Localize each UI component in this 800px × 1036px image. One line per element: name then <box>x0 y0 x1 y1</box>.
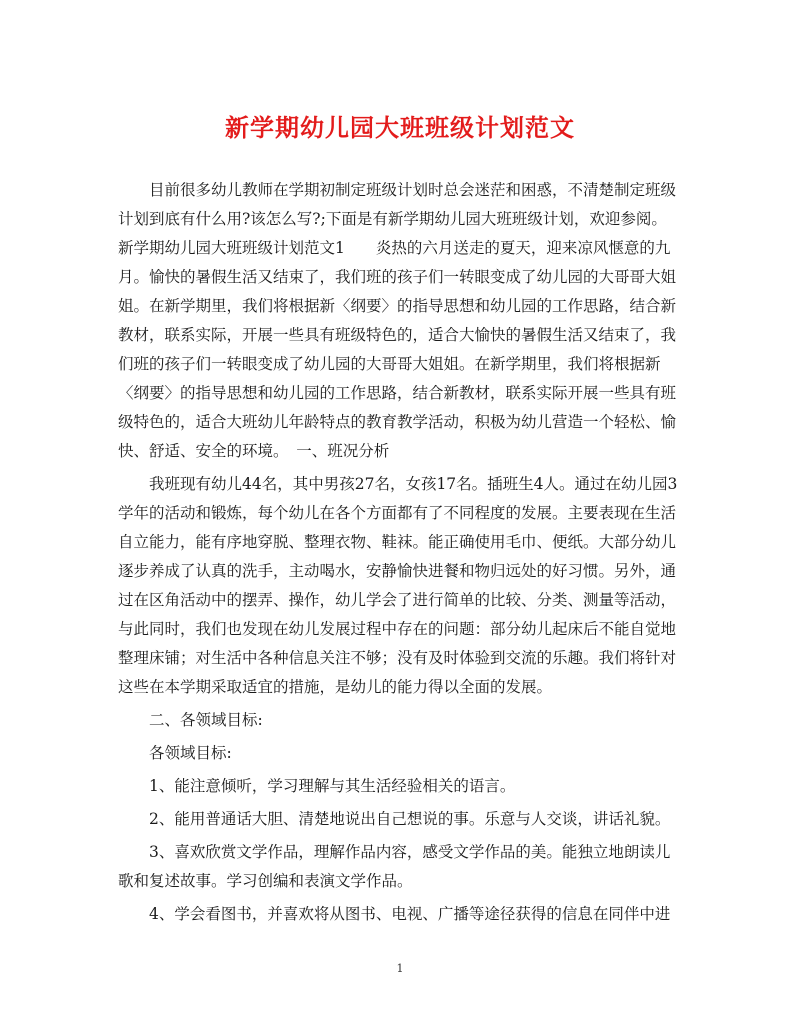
paragraph-section-one: 新学期幼儿园大班班级计划范文1 炎热的六月送走的夏天，迎来凉风惬意的九月。愉快的暑假生活又结束了，我们班的孩子们一转眼变成了幼儿园的大哥哥大姐姐。在新学期里，我们将根据新〈纲要〉的指导思想和幼儿园的工作思路，结合新教材，联系实际，开展一些具有班级特色的，适合大愉快的暑假生活又结束了，我们班的孩子们一转眼变成了幼儿园的大哥哥大姐姐。在新学期里，我们将根据新〈纲要〉的指导思想和幼儿园的工作思路，结合新教材，联系实际开展一些具有班级特色的，适合大班幼儿年龄特点的教育教学活动，积极为幼儿营造一个轻松、愉快、舒适、安全的环境。 一、班况分析 <box>118 239 677 460</box>
document-title: 新学期幼儿园大班班级计划范文 <box>225 113 575 142</box>
paragraph-class-analysis: 我班现有幼儿44名，其中男孩27名，女孩17名。插班生4人。通过在幼儿园3学年的活动和锻炼，每个幼儿在各个方面都有了不同程度的发展。主要表现在生活自立能力，能有序地穿脱、整理衣物、鞋袜。能正确使用毛巾、便纸。大部分幼儿逐步养成了认真的洗手，主动喝水，安静愉快进餐和物归远处的好习惯。另外，通过在区角活动中的摆弄、操作，幼儿学会了进行简单的比较、分类、测量等活动，与此同时，我们也发现在幼儿发展过程中存在的问题：部分幼儿起床后不能自觉地整理床铺；对生活中各种信息关注不够；没有及时体验到交流的乐趣。我们将针对这些在本学期采取适宜的措施，是幼儿的能力得以全面的发展。 <box>118 475 678 696</box>
goal-item-4: 4、学会看图书，并喜欢将从图书、电视、广播等途径获得的信息在同伴中进 <box>149 905 671 923</box>
paragraph-intro: 目前很多幼儿教师在学期初制定班级计划时总会迷茫和困惑，不清楚制定班级计划到底有什么用?该怎么写?;下面是有新学期幼儿园大班班级计划，欢迎参阅。 <box>118 181 677 228</box>
goal-item-2: 2、能用普通话大胆、清楚地说出自己想说的事。乐意与人交谈，讲话礼貌。 <box>149 810 671 828</box>
goal-item-1: 1、能注意倾听，学习理解与其生活经验相关的语言。 <box>149 777 516 795</box>
document-body <box>118 176 684 929</box>
goal-item-3: 3、喜欢欣赏文学作品，理解作品内容，感受文学作品的美。能独立地朗读儿歌和复述故事。学习创编和表演文学作品。 <box>118 843 671 890</box>
page-number: 1 <box>396 962 404 975</box>
heading-domain-goals: 二、各领域目标: <box>149 711 263 729</box>
subheading-domain-goals: 各领域目标: <box>149 744 232 762</box>
